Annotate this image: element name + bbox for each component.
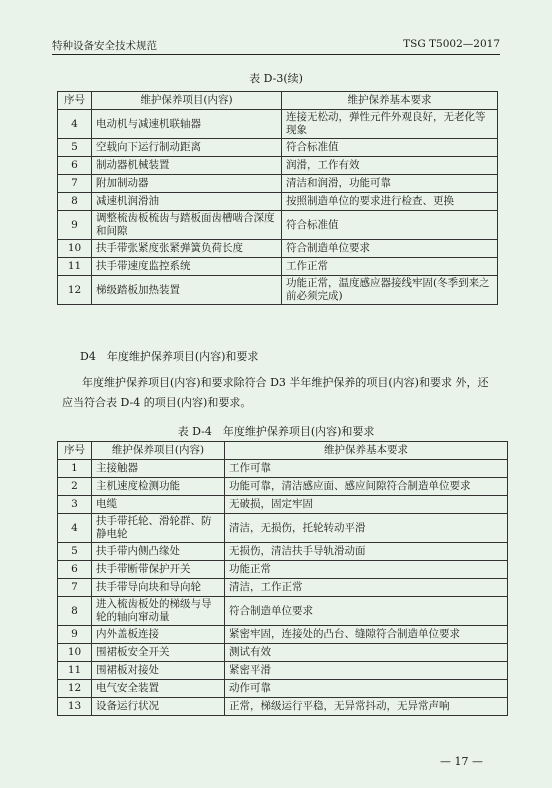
table-d3-caption: 表 D-3(续) [249, 72, 303, 85]
table-row [58, 597, 508, 626]
page-number: — 17 — [440, 755, 483, 768]
row-requirement: 正常，梯级运行平稳，无异常抖动，无异常声响 [225, 698, 508, 716]
row-item: 电气安全装置 [92, 680, 225, 698]
row-item: 扶手带导向块和导向轮 [92, 579, 225, 597]
row-requirement: 无损伤，清洁扶手导轨滑动面 [225, 543, 508, 561]
row-number: 6 [58, 157, 92, 175]
table-row [58, 460, 508, 478]
row-number: 3 [58, 496, 92, 514]
row-requirement: 紧密平滑 [225, 662, 508, 680]
row-number: 6 [58, 561, 92, 579]
row-item: 扶手带张紧度张紧弹簧负荷长度 [92, 240, 282, 258]
row-number: 11 [58, 258, 92, 276]
row-requirement: 符合制造单位要求 [282, 240, 498, 258]
row-number: 1 [58, 460, 92, 478]
row-number: 10 [58, 240, 92, 258]
header-requirement: 维护保养基本要求 [225, 442, 508, 460]
header-no: 序号 [58, 92, 92, 110]
row-item: 扶手带速度监控系统 [92, 258, 282, 276]
table-header-row [58, 92, 498, 110]
row-requirement: 无破损，固定牢固 [225, 496, 508, 514]
row-requirement: 动作可靠 [225, 680, 508, 698]
row-item: 附加制动器 [92, 175, 282, 193]
page-header [52, 38, 500, 53]
table-row [58, 496, 508, 514]
row-requirement: 清洁，无损伤，托轮转动平滑 [225, 514, 508, 543]
row-requirement: 清洁，工作正常 [225, 579, 508, 597]
row-number: 4 [58, 110, 92, 139]
row-item: 进入梳齿板处的梯级与导轮的轴向窜动量 [92, 597, 225, 626]
table-row [58, 240, 498, 258]
row-item: 设备运行状况 [92, 698, 225, 716]
row-item: 扶手带托轮、滑轮群、防静电轮 [92, 514, 225, 543]
row-item: 减速机润滑油 [92, 193, 282, 211]
table-row [58, 258, 498, 276]
row-requirement: 功能正常，温度感应器接线牢固(冬季到来之前必须完成) [282, 276, 498, 305]
row-item: 扶手带内侧凸缘处 [92, 543, 225, 561]
row-item: 主接触器 [92, 460, 225, 478]
header-divider [52, 54, 500, 55]
table-row [58, 644, 508, 662]
table-row [58, 175, 498, 193]
row-item: 围裙板对接处 [92, 662, 225, 680]
table-row [58, 110, 498, 139]
row-number: 12 [58, 680, 92, 698]
row-requirement: 符合标准值 [282, 211, 498, 240]
row-item: 电动机与减速机联轴器 [92, 110, 282, 139]
table-row [58, 157, 498, 175]
row-number: 9 [58, 626, 92, 644]
row-number: 8 [58, 597, 92, 626]
row-number: 9 [58, 211, 92, 240]
row-item: 调整梳齿板梳齿与踏板面齿槽啮合深度和间隙 [92, 211, 282, 240]
table-row [58, 211, 498, 240]
row-item: 空载向下运行制动距离 [92, 139, 282, 157]
header-requirement: 维护保养基本要求 [282, 92, 498, 110]
row-number: 13 [58, 698, 92, 716]
table-header-row [58, 442, 508, 460]
table-row [58, 193, 498, 211]
row-number: 11 [58, 662, 92, 680]
row-requirement: 按照制造单位的要求进行检查、更换 [282, 193, 498, 211]
table-d3 [57, 91, 498, 305]
row-number: 2 [58, 478, 92, 496]
section-title: D4 年度维护保养项目(内容)和要求 [80, 350, 259, 363]
section-paragraph: 年度维护保养项目(内容)和要求除符合 D3 半年维护保养的项目(内容)和要求 外，还应当符合表 D-4 的项目(内容)和要求。 [62, 376, 489, 409]
row-requirement: 工作正常 [282, 258, 498, 276]
row-item: 围裙板安全开关 [92, 644, 225, 662]
row-number: 12 [58, 276, 92, 305]
header-item: 维护保养项目(内容) [92, 442, 225, 460]
table-row [58, 543, 508, 561]
row-requirement: 符合制造单位要求 [225, 597, 508, 626]
header-item: 维护保养项目(内容) [92, 92, 282, 110]
table-row [58, 626, 508, 644]
table-row [58, 561, 508, 579]
row-number: 4 [58, 514, 92, 543]
row-requirement: 符合标准值 [282, 139, 498, 157]
row-number: 7 [58, 175, 92, 193]
row-item: 主机速度检测功能 [92, 478, 225, 496]
row-number: 8 [58, 193, 92, 211]
table-row [58, 276, 498, 305]
row-number: 5 [58, 139, 92, 157]
row-requirement: 润滑，工作有效 [282, 157, 498, 175]
row-number: 7 [58, 579, 92, 597]
row-requirement: 连接无松动，弹性元件外观良好，无老化等现象 [282, 110, 498, 139]
table-row [58, 139, 498, 157]
table-row [58, 478, 508, 496]
table-row [58, 662, 508, 680]
row-number: 5 [58, 543, 92, 561]
table-row [58, 514, 508, 543]
row-requirement: 紧密牢固，连接处的凸台、缝隙符合制造单位要求 [225, 626, 508, 644]
row-requirement: 测试有效 [225, 644, 508, 662]
row-item: 扶手带断带保护开关 [92, 561, 225, 579]
row-number: 10 [58, 644, 92, 662]
header-standard-code: TSG T5002—2017 [403, 38, 500, 50]
row-requirement: 清洁和润滑，功能可靠 [282, 175, 498, 193]
row-item: 内外盖板连接 [92, 626, 225, 644]
table-row [58, 680, 508, 698]
table-d4-caption: 表 D-4 年度维护保养项目(内容)和要求 [177, 425, 375, 438]
row-requirement: 功能正常 [225, 561, 508, 579]
row-item: 梯级踏板加热装置 [92, 276, 282, 305]
table-row [58, 698, 508, 716]
table-d4 [57, 441, 508, 716]
header-title: 特种设备安全技术规范 [52, 40, 157, 52]
row-item: 制动器机械装置 [92, 157, 282, 175]
table-row [58, 579, 508, 597]
row-requirement: 功能可靠，清洁感应面、感应间隙符合制造单位要求 [225, 478, 508, 496]
header-no: 序号 [58, 442, 92, 460]
row-requirement: 工作可靠 [225, 460, 508, 478]
row-item: 电缆 [92, 496, 225, 514]
